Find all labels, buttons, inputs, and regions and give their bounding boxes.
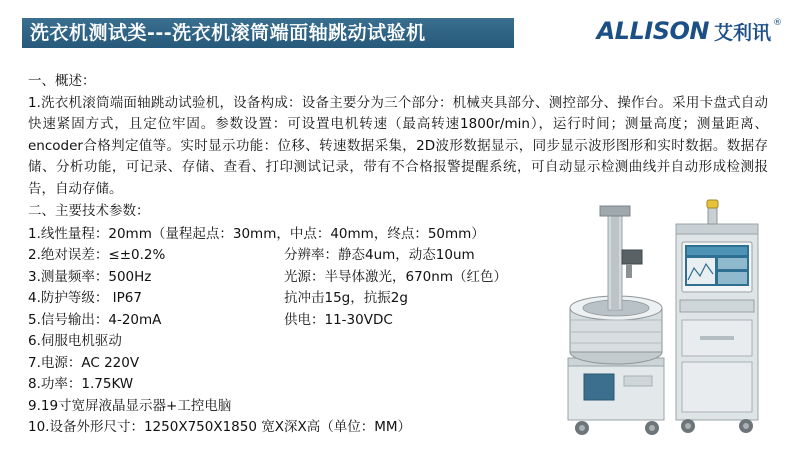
page-title: 洗衣机测试类---洗衣机滚筒端面轴跳动试验机 — [30, 22, 426, 44]
spec-primary: 5.信号输出：4-20mA — [28, 311, 162, 328]
logo-wordmark: ALLISON — [596, 17, 709, 45]
spec-primary: 1.线性量程：20mm（量程起点：30mm，中点：40mm，终点：50mm） — [28, 225, 485, 242]
spec-primary: 10.设备外形尺寸：1250X750X1850 宽X深X高（单位：MM） — [28, 419, 412, 435]
section-heading-specs: 二、主要技术参数： — [28, 203, 150, 219]
logo-chinese-name: 艾利讯 — [713, 21, 771, 44]
list-item — [28, 417, 568, 439]
list-item — [28, 288, 568, 310]
list-item — [28, 267, 568, 289]
spec-primary: 8.功率：1.75KW — [28, 376, 134, 392]
spec-primary: 4.防护等级： IP67 — [28, 290, 142, 306]
list-item — [28, 396, 568, 418]
list-item — [28, 374, 568, 396]
overview-paragraph: 1.洗衣机滚筒端面轴跳动试验机，设备构成：设备主要分为三个部分：机械夹具部分、测控部分、操作台。采用卡盘式自动快速紧固方式，且定位牢固。参数设置：可设置电机转速（最高转速1800r/min），运行时间；测量高度；测量距离、encoder合格判定值等。实时显示功能：位移、转速数据采集，2D波形数据显示，同步显示波形图形和实时数据。数据存储、分析功能，可记录、存储、查看、打印测试记录，带有不合格报警提醒系统，可自动显示检测曲线并自动形成检测报告，自动存储。 — [28, 94, 768, 197]
list-item — [28, 245, 568, 267]
list-item — [28, 331, 568, 353]
spec-secondary: 光源：半导体激光，670nm（红色） — [284, 268, 507, 285]
spec-primary: 3.测量频率：500Hz — [28, 268, 152, 285]
spec-primary: 2.绝对误差：≤±0.2% — [28, 247, 166, 263]
spec-primary: 7.电源：AC 220V — [28, 354, 140, 371]
list-item — [28, 224, 568, 246]
machine-photo — [548, 196, 786, 442]
spec-primary: 9.19寸宽屏液晶显示器+工控电脑 — [28, 397, 232, 414]
spec-secondary: 抗冲击15g，抗振2g — [284, 290, 408, 306]
spec-secondary: 供电：11-30VDC — [284, 311, 393, 328]
list-item — [28, 353, 568, 375]
list-item — [28, 310, 568, 332]
registered-trademark-icon: ® — [773, 18, 782, 28]
company-logo — [597, 14, 782, 48]
spec-list — [28, 224, 568, 439]
section-heading-overview: 一、概述： — [28, 73, 96, 89]
spec-secondary: 分辨率：静态4um，动态10um — [284, 247, 475, 263]
spec-primary: 6.伺服电机驱动 — [28, 333, 122, 349]
page-header — [0, 0, 800, 62]
